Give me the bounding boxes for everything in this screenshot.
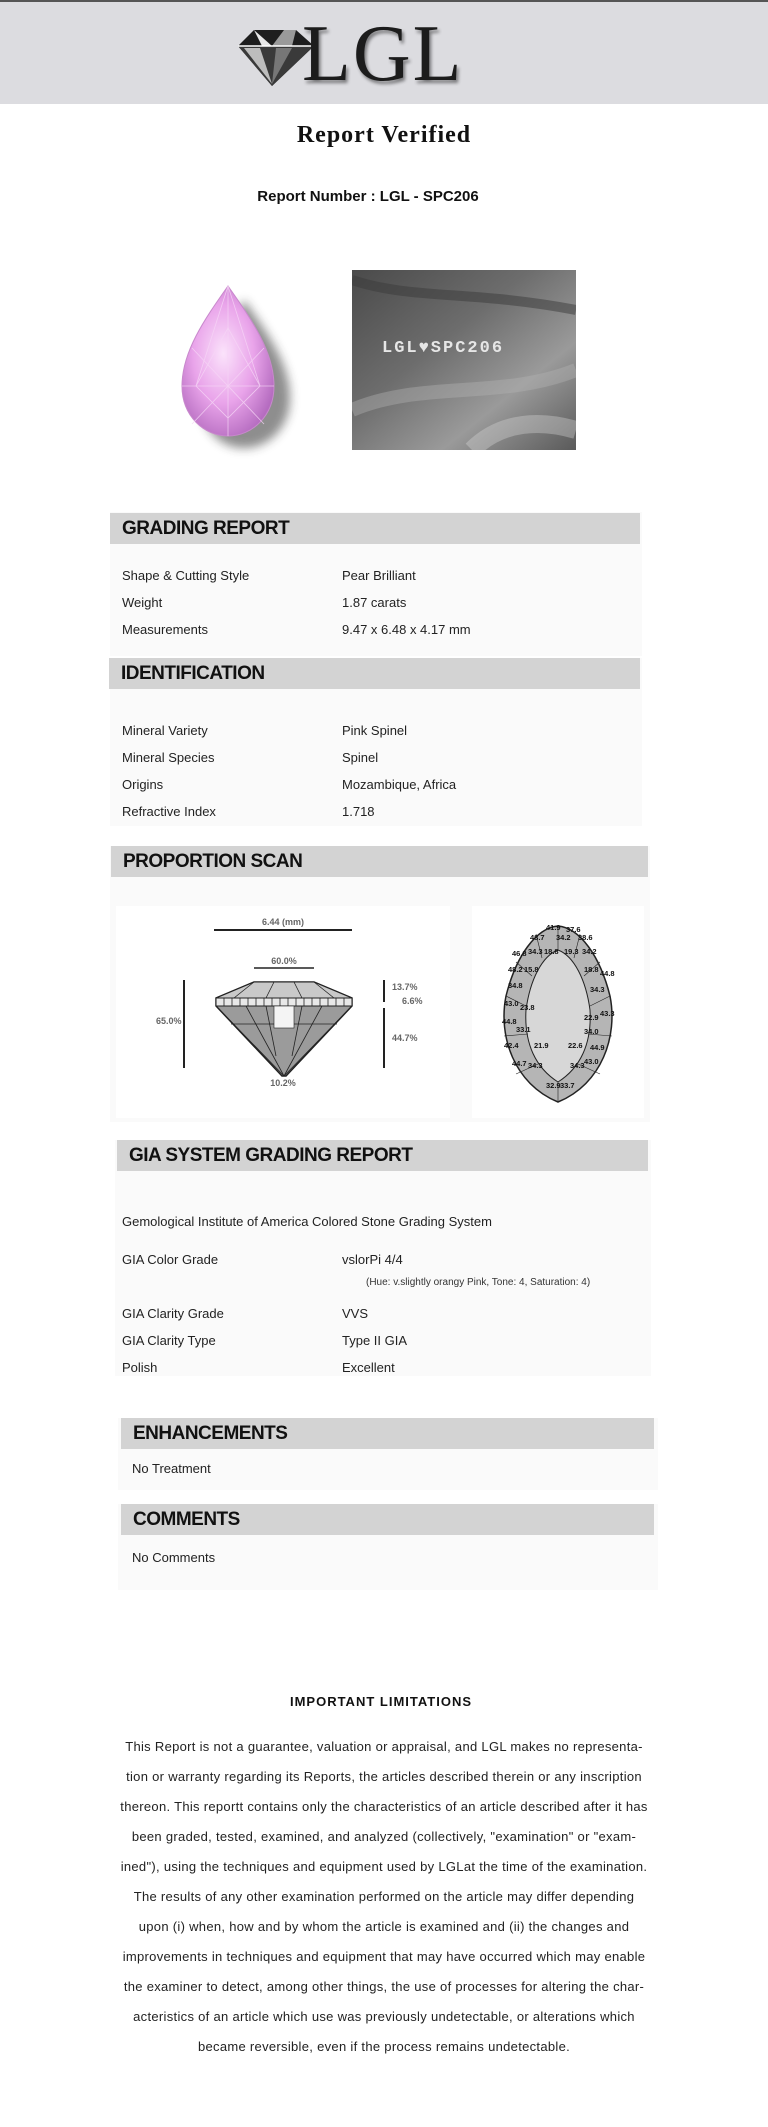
gia-color-note: (Hue: v.slightly orangy Pink, Tone: 4, Saturation: 4) (366, 1277, 591, 1288)
angle-label: 32.9 (546, 1081, 561, 1090)
polish-value: Excellent (342, 1360, 395, 1375)
angle-label: 23.8 (520, 1003, 535, 1012)
angle-label: 37.6 (566, 925, 581, 934)
angle-label: 48.2 (508, 965, 523, 974)
angle-label: 19.3 (564, 947, 579, 956)
limitations-body (120, 1732, 648, 2062)
comments-text: No Comments (132, 1550, 216, 1565)
identification-header (109, 658, 640, 689)
section-heading: COMMENTS (133, 1509, 240, 1530)
weight-label: Weight (122, 595, 163, 610)
section-heading: IDENTIFICATION (121, 663, 265, 684)
angle-label: 34.3 (528, 1061, 543, 1070)
limitations-line: upon (i) when, how and by whom the article is examined and (ii) the changes and (138, 1919, 630, 1934)
depth-label: 65.0% (156, 1016, 182, 1026)
angle-label: 34.0 (584, 1027, 599, 1036)
inscription-text: LGL♥SPC206 (382, 339, 505, 358)
shape-value: Pear Brilliant (342, 568, 416, 583)
limitations-line: thereon. This reportt contains only the characteristics of an article described after it has (120, 1799, 648, 1814)
lgl-logo[interactable] (232, 10, 492, 98)
limitations-line: The results of any other examination performed on the article may differ depending (133, 1889, 635, 1904)
mineral-variety-value: Pink Spinel (342, 723, 408, 738)
gia-clarity-grade-value: VVS (342, 1306, 369, 1321)
angle-label: 44.7 (512, 1059, 527, 1068)
proportion-scan-header (111, 846, 648, 877)
table-label: 60.0% (271, 956, 297, 966)
gia-clarity-type-value: Type II GIA (342, 1333, 408, 1348)
angle-label: 38.6 (578, 933, 593, 942)
limitations-line: became reversible, even if the process remains undetectable. (197, 2039, 571, 2054)
grading-report-header (110, 513, 640, 544)
angle-label: 34.3 (590, 985, 605, 994)
shape-label: Shape & Cutting Style (122, 568, 250, 583)
origins-label: Origins (122, 777, 164, 792)
limitations-line: improvements in techniques and equipment that may have occurred which may enable (122, 1949, 646, 1964)
measurements-value: 9.47 x 6.48 x 4.17 mm (342, 622, 471, 637)
enhancements-header (121, 1418, 654, 1449)
enhancements-text: No Treatment (132, 1461, 211, 1476)
angle-label: 48.7 (530, 933, 545, 942)
side-profile-diagram (116, 906, 450, 1118)
limitations-line: tion or warranty regarding its Reports, the articles described therein or any inscription (126, 1769, 642, 1784)
mineral-variety-label: Mineral Variety (122, 723, 208, 738)
limitations-heading: IMPORTANT LIMITATIONS (289, 1694, 473, 1709)
section-heading: GRADING REPORT (122, 518, 290, 539)
angle-label: 34.3 (528, 947, 543, 956)
angle-label: 44.9 (590, 1043, 605, 1052)
inscription-photo (352, 270, 576, 450)
angle-label: 33.7 (560, 1081, 575, 1090)
mineral-species-value: Spinel (342, 750, 379, 765)
gia-clarity-type-label: GIA Clarity Type (122, 1333, 216, 1348)
angle-label: 34.8 (508, 981, 523, 990)
angle-label: 46.8 (512, 949, 527, 958)
width-label: 6.44 (mm) (261, 917, 305, 927)
angle-label: 42.4 (504, 1041, 519, 1050)
angle-label: 18.8 (544, 947, 559, 956)
girdle-label: 6.6% (402, 996, 423, 1006)
measurements-label: Measurements (122, 622, 208, 637)
angle-label: 18.8 (584, 965, 599, 974)
culet-label: 10.2% (270, 1078, 296, 1088)
crown-label: 13.7% (392, 982, 418, 992)
weight-value: 1.87 carats (342, 595, 407, 610)
gemstone-photo (132, 268, 324, 460)
site-header (0, 2, 768, 104)
angle-label: 43.0 (504, 999, 519, 1008)
origins-value: Mozambique, Africa (342, 777, 457, 792)
report-number: Report Number : LGL - SPC206 (257, 188, 479, 205)
comments-header (121, 1504, 654, 1535)
angle-label: 34.3 (570, 1061, 585, 1070)
limitations-line: ined"), using the techniques and equipment used by LGLat the time of the examination. (120, 1859, 648, 1874)
gia-report-header (117, 1140, 648, 1171)
angle-label: 22.9 (584, 1013, 599, 1022)
limitations-line: This Report is not a guarantee, valuation or appraisal, and LGL makes no representa- (125, 1739, 643, 1754)
section-heading: ENHANCEMENTS (133, 1423, 288, 1444)
limitations-line: acteristics of an article which use was previously undetectable, or alterations which (133, 2009, 635, 2024)
angle-label: 22.6 (568, 1041, 583, 1050)
gia-color-value: vslorPi 4/4 (342, 1252, 403, 1267)
angle-label: 34.2 (556, 933, 571, 942)
top-view-diagram (472, 906, 644, 1118)
gia-clarity-grade-label: GIA Clarity Grade (122, 1306, 224, 1321)
angle-label: 43.3 (600, 1009, 615, 1018)
page-title: Report Verified (296, 122, 472, 148)
angle-label: 41.9 (546, 923, 561, 932)
section-heading: GIA SYSTEM GRADING REPORT (129, 1145, 413, 1166)
pear-gemstone-icon (132, 268, 324, 460)
gia-intro: Gemological Institute of America Colored Stone Grading System (122, 1214, 492, 1229)
angle-label: 15.8 (524, 965, 539, 974)
refractive-index-label: Refractive Index (122, 804, 216, 819)
logo-text: LGL (302, 10, 464, 98)
angle-label: 44.8 (600, 969, 615, 978)
refractive-index-value: 1.718 (342, 804, 375, 819)
mineral-species-label: Mineral Species (122, 750, 215, 765)
gia-color-label: GIA Color Grade (122, 1252, 219, 1267)
angle-label: 44.8 (502, 1017, 517, 1026)
angle-label: 34.2 (582, 947, 597, 956)
limitations-line: been graded, tested, examined, and analyzed (collectively, "examination" or "exam- (131, 1829, 637, 1844)
polish-label: Polish (122, 1360, 158, 1375)
section-heading: PROPORTION SCAN (123, 851, 303, 872)
pavilion-label: 44.7% (392, 1033, 418, 1043)
angle-label: 33.1 (516, 1025, 531, 1034)
limitations-line: the examiner to detect, among other things, the use of processes for altering the char- (123, 1979, 645, 1994)
angle-label: 43.0 (584, 1057, 599, 1066)
angle-label: 21.9 (534, 1041, 549, 1050)
